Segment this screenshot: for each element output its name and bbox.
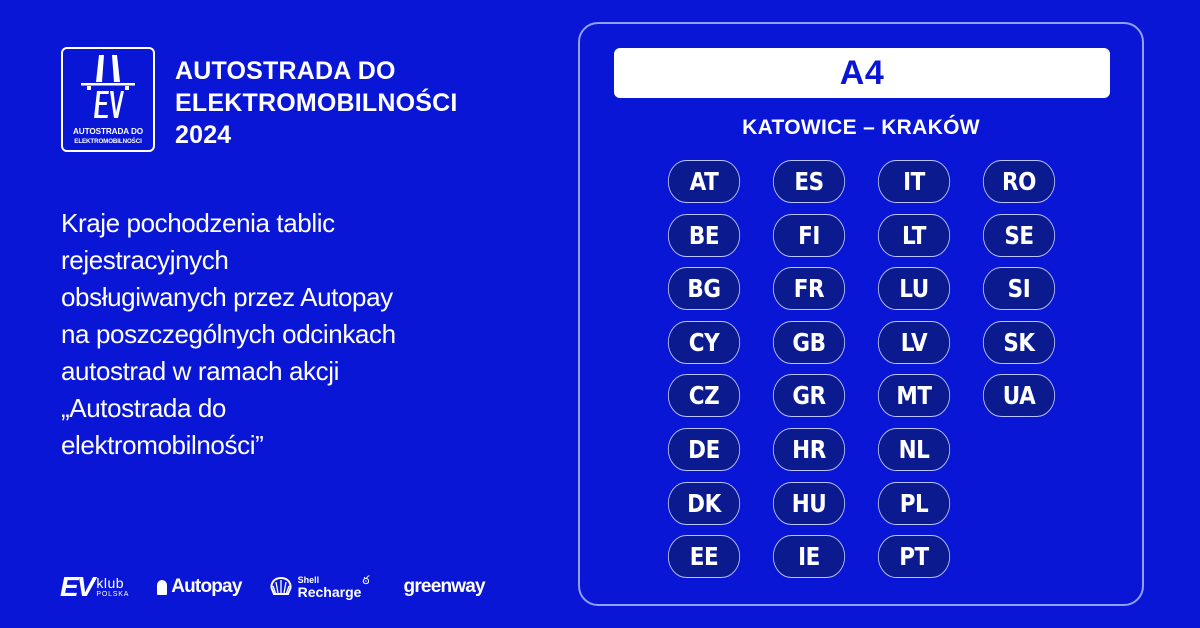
description-line: obsługiwanych przez Autopay [61, 282, 393, 312]
description-line: „Autostrada do [61, 393, 226, 423]
country-pill: DE [668, 428, 740, 471]
title-line-1: AUTOSTRADA DO [175, 57, 396, 85]
country-pill: SI [983, 267, 1055, 310]
autopay-label: Autopay [171, 576, 242, 597]
country-pill: LU [878, 267, 950, 310]
description-line: na poszczególnych odcinkach [61, 319, 396, 349]
country-pill: SE [983, 214, 1055, 257]
highway-label-bar [614, 48, 1110, 98]
country-pill: HU [773, 482, 845, 525]
country-pill: RO [983, 160, 1055, 203]
country-pill: BE [668, 214, 740, 257]
description-text [61, 205, 501, 464]
description-line: Kraje pochodzenia tablic [61, 208, 335, 238]
country-pill: GB [773, 321, 845, 364]
country-code-grid [662, 160, 1061, 578]
country-pill: FR [773, 267, 845, 310]
evklub-mark: EV [60, 571, 94, 602]
partner-logos [60, 570, 511, 604]
country-pill: NL [878, 428, 950, 471]
description-line: elektromobilności” [61, 430, 264, 460]
logo-caption-line2: ELEKTROMOBILNOŚCI [74, 138, 142, 145]
country-pill: PL [878, 482, 950, 525]
partner-shell-recharge-logo [270, 572, 370, 600]
shell-line2: Recharge [297, 583, 362, 600]
autopay-icon [157, 580, 167, 595]
highway-number: A4 [839, 53, 885, 92]
country-pill: MT [878, 374, 950, 417]
country-pill: BG [668, 267, 740, 310]
country-pill: FI [773, 214, 845, 257]
evklub-line2: POLSKA [96, 591, 130, 598]
country-pill: HR [773, 428, 845, 471]
page-title [175, 55, 458, 151]
shell-icon [270, 577, 292, 597]
country-pill: EE [668, 535, 740, 578]
partner-autopay-logo [157, 576, 241, 598]
country-pill: CZ [668, 374, 740, 417]
partner-evklub-logo [60, 573, 129, 601]
country-pill: PT [878, 535, 950, 578]
country-pill: DK [668, 482, 740, 525]
title-line-3: 2024 [175, 121, 232, 149]
country-pill: SK [983, 321, 1055, 364]
title-line-2: ELEKTROMOBILNOŚCI [175, 89, 458, 117]
country-pill: IT [878, 160, 950, 203]
country-pill: UA [983, 374, 1055, 417]
country-pill: AT [668, 160, 740, 203]
description-line: rejestracyjnych [61, 245, 229, 275]
country-pill: GR [773, 374, 845, 417]
description-line: autostrad w ramach akcji [61, 356, 339, 386]
route-name: KATOWICE – KRAKÓW [742, 116, 980, 139]
country-pill: LT [878, 214, 950, 257]
country-pill: IE [773, 535, 845, 578]
greenway-label: greenway [403, 576, 485, 597]
country-pill: LV [878, 321, 950, 364]
shell-line1: Shell [297, 574, 320, 585]
plug-icon: ఠ [362, 572, 370, 587]
country-pill: ES [773, 160, 845, 203]
country-pill: CY [668, 321, 740, 364]
partner-greenway-logo [404, 576, 485, 598]
event-logo [61, 47, 155, 152]
highway-panel [578, 22, 1144, 606]
evklub-line1: klub [96, 575, 125, 591]
logo-caption-line1: AUTOSTRADA DO [72, 127, 144, 136]
